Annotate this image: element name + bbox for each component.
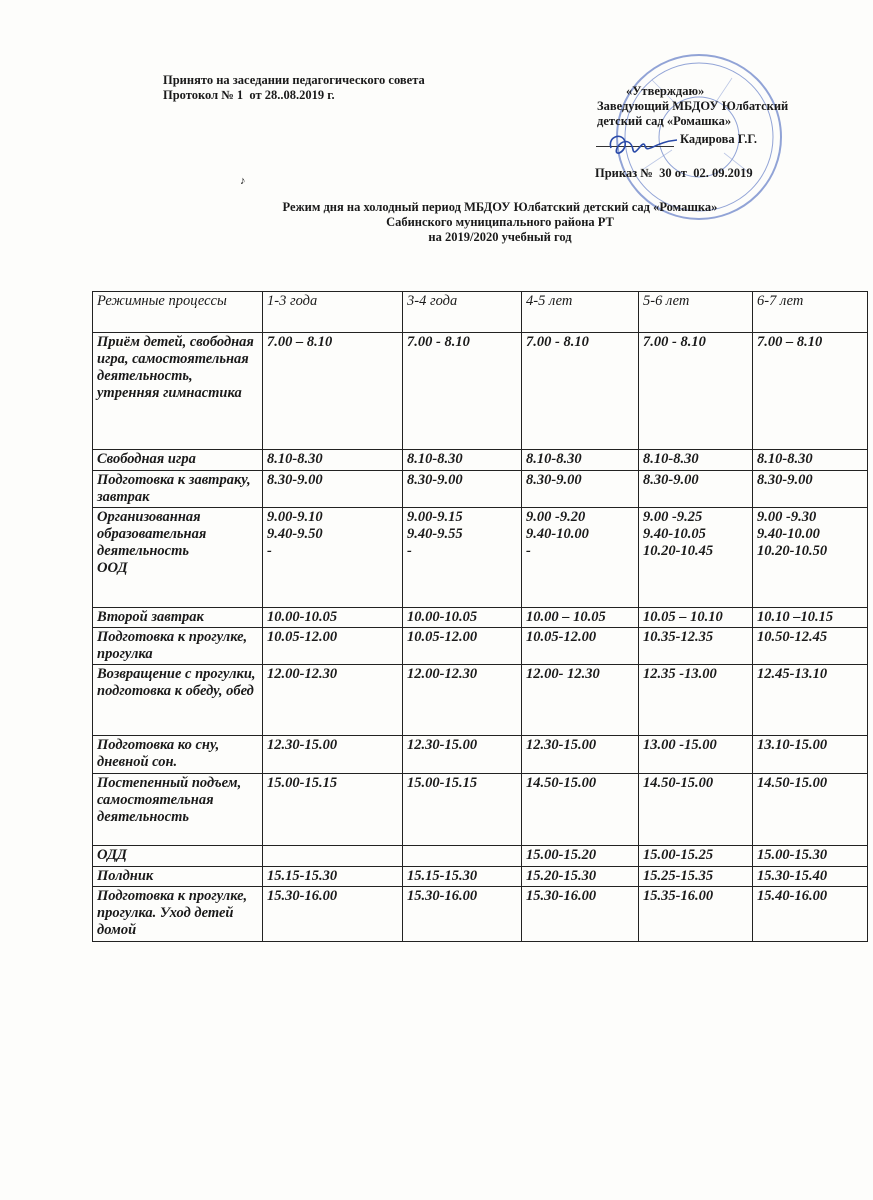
time-cell: 15.20-15.30 bbox=[522, 867, 639, 887]
title-line3: на 2019/2020 учебный год bbox=[428, 230, 572, 244]
time-cell: 15.30-15.40 bbox=[753, 867, 868, 887]
table-row bbox=[93, 665, 868, 736]
handwritten-signature bbox=[605, 128, 685, 160]
time-cell: 8.30-9.00 bbox=[522, 471, 639, 508]
process-label: Полдник bbox=[93, 867, 263, 887]
header-cell: 3-4 года bbox=[403, 292, 522, 333]
time-cell bbox=[403, 846, 522, 867]
time-cell: 8.30-9.00 bbox=[639, 471, 753, 508]
order-number: Приказ № 30 от 02. 09.2019 bbox=[595, 166, 753, 180]
process-label: Возвращение с прогулки, подготовка к обеду, обед bbox=[93, 665, 263, 736]
time-cell: 13.10-15.00 bbox=[753, 736, 868, 774]
time-cell: 15.30-16.00 bbox=[263, 887, 403, 942]
table-row bbox=[93, 450, 868, 471]
table-row bbox=[93, 608, 868, 628]
title-line1: Режим дня на холодный период МБДОУ Юлбатский детский сад «Ромашка» bbox=[282, 200, 718, 214]
time-cell: 10.00 – 10.05 bbox=[522, 608, 639, 628]
council-acceptance bbox=[163, 73, 425, 103]
process-label: Свободная игра bbox=[93, 450, 263, 471]
time-cell: 9.00 -9.20 9.40-10.00 - bbox=[522, 508, 639, 608]
time-cell: 12.30-15.00 bbox=[263, 736, 403, 774]
table-row bbox=[93, 333, 868, 450]
council-line: Принято на заседании педагогического совета bbox=[163, 73, 425, 87]
schedule-table bbox=[92, 291, 868, 942]
time-cell: 10.10 –10.15 bbox=[753, 608, 868, 628]
time-cell: 15.15-15.30 bbox=[263, 867, 403, 887]
time-cell: 9.00 -9.30 9.40-10.00 10.20-10.50 bbox=[753, 508, 868, 608]
process-label: Постепенный подъем, самостоятельная деятельность bbox=[93, 774, 263, 846]
time-cell: 12.00-12.30 bbox=[263, 665, 403, 736]
header-cell: 5-6 лет bbox=[639, 292, 753, 333]
header-cell: Режимные процессы bbox=[93, 292, 263, 333]
time-cell: 15.30-16.00 bbox=[403, 887, 522, 942]
title-line2: Сабинского муниципального района РТ bbox=[386, 215, 614, 229]
protocol-line: Протокол № 1 от 28..08.2019 г. bbox=[163, 88, 335, 102]
approve-title: «Утверждаю» bbox=[626, 84, 705, 98]
time-cell: 14.50-15.00 bbox=[639, 774, 753, 846]
time-cell: 10.50-12.45 bbox=[753, 628, 868, 665]
time-cell: 8.30-9.00 bbox=[263, 471, 403, 508]
table-row bbox=[93, 774, 868, 846]
scan-mark: ♪ bbox=[240, 175, 246, 187]
time-cell: 15.00-15.25 bbox=[639, 846, 753, 867]
time-cell: 8.30-9.00 bbox=[753, 471, 868, 508]
time-cell: 10.05-12.00 bbox=[263, 628, 403, 665]
time-cell: 12.30-15.00 bbox=[403, 736, 522, 774]
table-row bbox=[93, 471, 868, 508]
time-cell bbox=[263, 846, 403, 867]
process-label: Подготовка к прогулке, прогулка bbox=[93, 628, 263, 665]
table-row bbox=[93, 867, 868, 887]
header-cell: 6-7 лет bbox=[753, 292, 868, 333]
time-cell: 15.35-16.00 bbox=[639, 887, 753, 942]
time-cell: 12.30-15.00 bbox=[522, 736, 639, 774]
time-cell: 15.15-15.30 bbox=[403, 867, 522, 887]
time-cell: 8.10-8.30 bbox=[522, 450, 639, 471]
header-cell: 4-5 лет bbox=[522, 292, 639, 333]
time-cell: 7.00 - 8.10 bbox=[639, 333, 753, 450]
time-cell: 12.00- 12.30 bbox=[522, 665, 639, 736]
time-cell: 7.00 - 8.10 bbox=[522, 333, 639, 450]
time-cell: 10.05 – 10.10 bbox=[639, 608, 753, 628]
approve-position-line1: Заведующий МБДОУ Юлбатский bbox=[597, 99, 789, 113]
process-label: Второй завтрак bbox=[93, 608, 263, 628]
time-cell: 12.00-12.30 bbox=[403, 665, 522, 736]
time-cell: 10.05-12.00 bbox=[403, 628, 522, 665]
time-cell: 8.10-8.30 bbox=[263, 450, 403, 471]
header-cell: 1-3 года bbox=[263, 292, 403, 333]
time-cell: 15.00-15.15 bbox=[263, 774, 403, 846]
approve-signer: Кадирова Г.Г. bbox=[680, 132, 758, 146]
approve-position-line2: детский сад «Ромашка» bbox=[597, 114, 732, 128]
time-cell: 10.00-10.05 bbox=[403, 608, 522, 628]
time-cell: 9.00-9.15 9.40-9.55 - bbox=[403, 508, 522, 608]
time-cell: 8.10-8.30 bbox=[753, 450, 868, 471]
time-cell: 15.00-15.30 bbox=[753, 846, 868, 867]
time-cell: 15.40-16.00 bbox=[753, 887, 868, 942]
table-row bbox=[93, 887, 868, 942]
table-header-row bbox=[93, 292, 868, 333]
time-cell: 14.50-15.00 bbox=[522, 774, 639, 846]
time-cell: 15.00-15.15 bbox=[403, 774, 522, 846]
table-row bbox=[93, 736, 868, 774]
time-cell: 12.35 -13.00 bbox=[639, 665, 753, 736]
table-row bbox=[93, 846, 868, 867]
time-cell: 15.25-15.35 bbox=[639, 867, 753, 887]
time-cell: 12.45-13.10 bbox=[753, 665, 868, 736]
time-cell: 7.00 – 8.10 bbox=[263, 333, 403, 450]
time-cell: 8.10-8.30 bbox=[639, 450, 753, 471]
process-label: ОДД bbox=[93, 846, 263, 867]
time-cell: 7.00 - 8.10 bbox=[403, 333, 522, 450]
time-cell: 14.50-15.00 bbox=[753, 774, 868, 846]
time-cell: 15.00-15.20 bbox=[522, 846, 639, 867]
time-cell: 9.00-9.10 9.40-9.50 - bbox=[263, 508, 403, 608]
table-row bbox=[93, 508, 868, 608]
time-cell: 10.35-12.35 bbox=[639, 628, 753, 665]
time-cell: 10.00-10.05 bbox=[263, 608, 403, 628]
process-label: Подготовка к завтраку, завтрак bbox=[93, 471, 263, 508]
process-label: Приём детей, свободная игра, самостоятельная деятельность, утренняя гимнастика bbox=[93, 333, 263, 450]
document-title bbox=[150, 200, 850, 245]
process-label: Подготовка ко сну, дневной сон. bbox=[93, 736, 263, 774]
time-cell: 7.00 – 8.10 bbox=[753, 333, 868, 450]
time-cell: 15.30-16.00 bbox=[522, 887, 639, 942]
time-cell: 8.10-8.30 bbox=[403, 450, 522, 471]
process-label: Организованная образовательная деятельность ООД bbox=[93, 508, 263, 608]
time-cell: 10.05-12.00 bbox=[522, 628, 639, 665]
time-cell: 8.30-9.00 bbox=[403, 471, 522, 508]
process-label: Подготовка к прогулке, прогулка. Уход детей домой bbox=[93, 887, 263, 942]
time-cell: 9.00 -9.25 9.40-10.05 10.20-10.45 bbox=[639, 508, 753, 608]
time-cell: 13.00 -15.00 bbox=[639, 736, 753, 774]
table-row bbox=[93, 628, 868, 665]
